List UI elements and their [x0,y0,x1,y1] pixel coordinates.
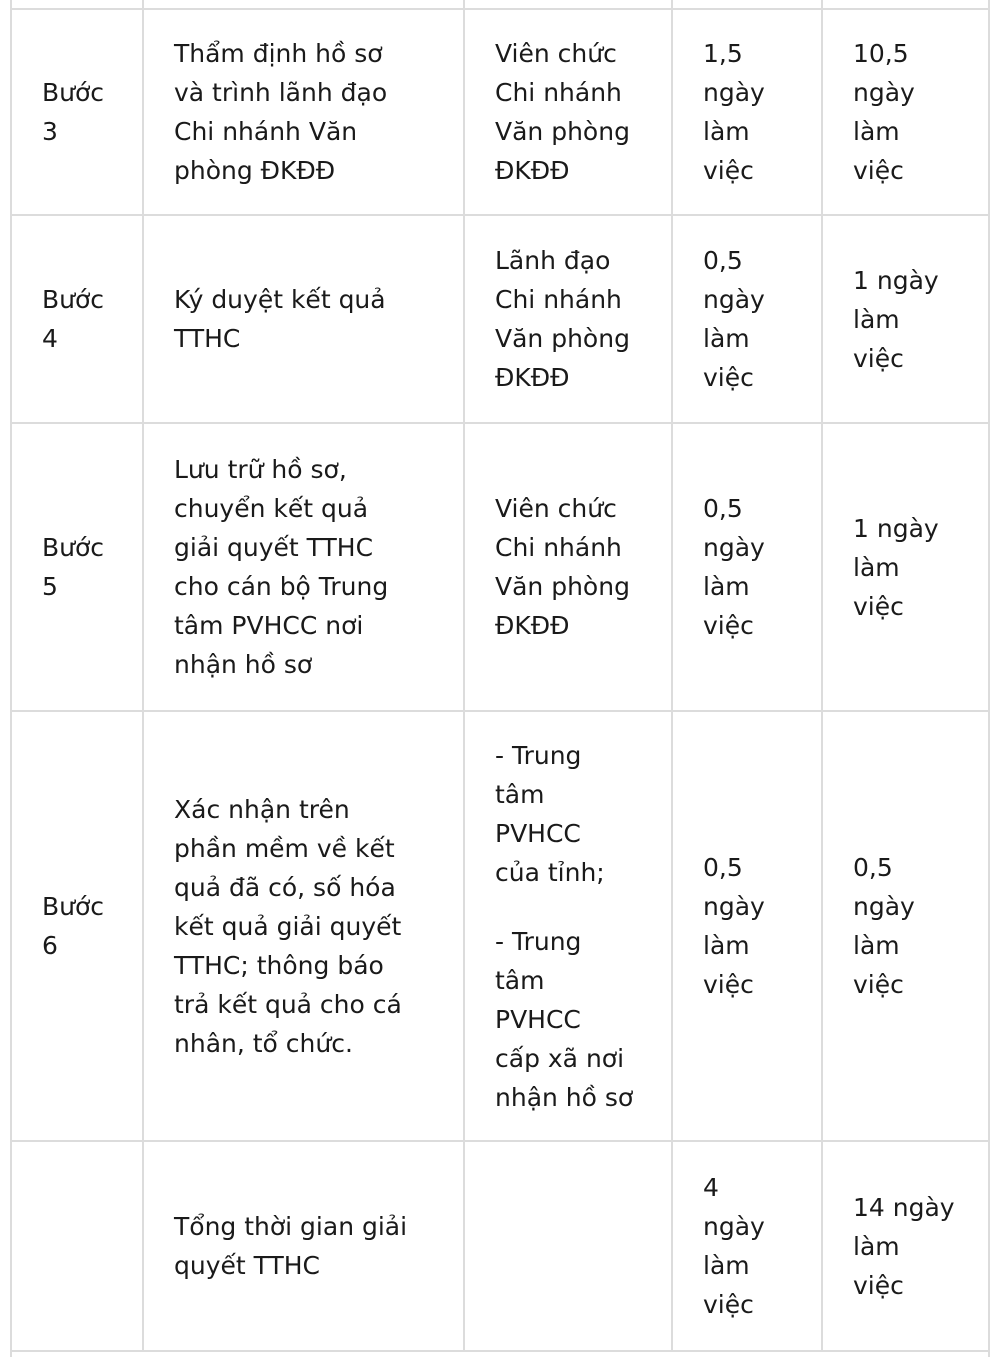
table-row-step-5 [12,424,988,712]
task-text: TTHC [174,324,241,353]
actor-text: Chi nhánh [495,78,622,107]
table-row-step-3 [12,10,988,216]
step-cell [12,1142,144,1350]
time-text: làm [703,931,750,960]
actor-cell [465,712,673,1140]
task-text: nhận hồ sơ [174,650,313,679]
task-text: Thẩm định hồ sơ [174,39,383,68]
total-cell [823,10,988,214]
step-label: Bước [42,285,105,314]
actor-text: Viên chức [495,494,617,523]
time-text: ngày [703,533,765,562]
divider [671,0,673,8]
total-text: việc [853,156,904,185]
task-text: nhân, tổ chức. [174,1028,353,1058]
total-cell [823,1142,988,1350]
step-number: 3 [42,117,58,146]
step-cell [12,10,144,214]
paragraph-gap [495,892,663,922]
task-cell [144,10,465,214]
actor-text: Lãnh đạo [495,246,611,275]
total-text: ngày [853,78,915,107]
task-text: quả đã có, số hóa [174,872,396,902]
actor-text: PVHCC [495,1004,581,1034]
actor-cell [465,216,673,422]
table-row-total [12,1142,988,1352]
divider [821,0,823,8]
actor-text: ĐKĐĐ [495,611,570,640]
total-text: việc [853,343,904,373]
total-text: làm [853,117,900,146]
task-text: giải quyết TTHC [174,533,374,562]
task-text: phần mềm về kết [174,833,395,863]
time-text: làm [703,324,750,353]
task-text: cho cán bộ Trung [174,572,389,601]
divider [142,0,144,8]
total-cell [823,424,988,710]
actor-text: - Trung [495,926,582,956]
step-cell [12,216,144,422]
total-text: 14 ngày [853,1192,955,1222]
time-text: việc [703,970,754,999]
actor-text: Chi nhánh [495,533,622,562]
step-number: 5 [42,572,58,601]
total-text: 10,5 [853,39,909,68]
actor-cell [465,1142,673,1350]
actor-text: Viên chức [495,39,617,68]
actor-text: - Trung [495,740,582,770]
step-number: 6 [42,931,58,960]
task-cell [144,216,465,422]
task-text: chuyển kết quả [174,494,369,523]
time-text: 4 [703,1173,719,1202]
step-label: Bước [42,892,105,921]
time-text: việc [703,611,754,640]
time-cell [673,424,823,710]
task-text: TTHC; thông báo [174,950,384,980]
actor-cell [465,424,673,710]
actor-text: của tỉnh; [495,857,605,887]
step-cell [12,712,144,1140]
time-text: làm [703,117,750,146]
divider [463,0,465,8]
task-cell [144,424,465,710]
total-text: làm [853,552,900,582]
time-cell [673,216,823,422]
task-text: Tổng thời gian giải [174,1212,408,1241]
time-cell [673,1142,823,1350]
actor-cell [465,10,673,214]
time-text: ngày [703,78,765,107]
total-text: ngày [853,892,915,921]
task-text: và trình lãnh đạo [174,78,388,107]
time-text: 0,5 [703,494,743,523]
time-text: ngày [703,1212,765,1241]
time-cell [673,712,823,1140]
task-text: phòng ĐKĐĐ [174,156,336,185]
total-text: việc [853,1270,904,1300]
time-cell [673,10,823,214]
total-text: 1 ngày [853,513,939,543]
time-text: việc [703,156,754,185]
total-text: 1 ngày [853,265,939,295]
total-text: làm [853,1231,900,1261]
table-row-step-6 [12,712,988,1142]
actor-text: tâm [495,965,545,995]
step-label: Bước [42,78,105,107]
time-text: làm [703,1251,750,1280]
total-text: làm [853,931,900,960]
total-text: việc [853,970,904,999]
step-cell [12,424,144,710]
task-text: quyết TTHC [174,1251,320,1280]
time-text: ngày [703,892,765,921]
actor-text: Văn phòng [495,117,630,146]
total-text: 0,5 [853,853,893,882]
total-text: việc [853,591,904,621]
table-top-strip [12,0,988,10]
time-text: việc [703,363,754,392]
table-row-step-4 [12,216,988,424]
actor-text: PVHCC [495,818,581,848]
task-text: Lưu trữ hồ sơ, [174,455,347,484]
actor-text: nhận hồ sơ [495,1082,634,1112]
step-label: Bước [42,533,105,562]
time-text: 0,5 [703,246,743,275]
procedure-table [10,0,990,1357]
task-text: Chi nhánh Văn [174,117,358,146]
task-cell [144,712,465,1140]
total-cell [823,712,988,1140]
actor-text: ĐKĐĐ [495,156,570,185]
task-text: Xác nhận trên [174,794,350,824]
task-text: trả kết quả cho cá [174,989,402,1019]
time-text: làm [703,572,750,601]
task-cell [144,1142,465,1350]
total-cell [823,216,988,422]
task-text: kết quả giải quyết [174,911,402,941]
actor-text: Chi nhánh [495,285,622,314]
task-text: tâm PVHCC nơi [174,611,364,640]
time-text: việc [703,1290,754,1319]
actor-text: Văn phòng [495,324,630,353]
time-text: 0,5 [703,853,743,882]
step-number: 4 [42,324,58,353]
time-text: 1,5 [703,39,743,68]
total-text: làm [853,304,900,334]
time-text: ngày [703,285,765,314]
actor-text: ĐKĐĐ [495,363,570,392]
task-text: Ký duyệt kết quả [174,285,386,314]
actor-text: Văn phòng [495,572,630,601]
actor-text: cấp xã nơi [495,1043,625,1073]
actor-text: tâm [495,779,545,809]
